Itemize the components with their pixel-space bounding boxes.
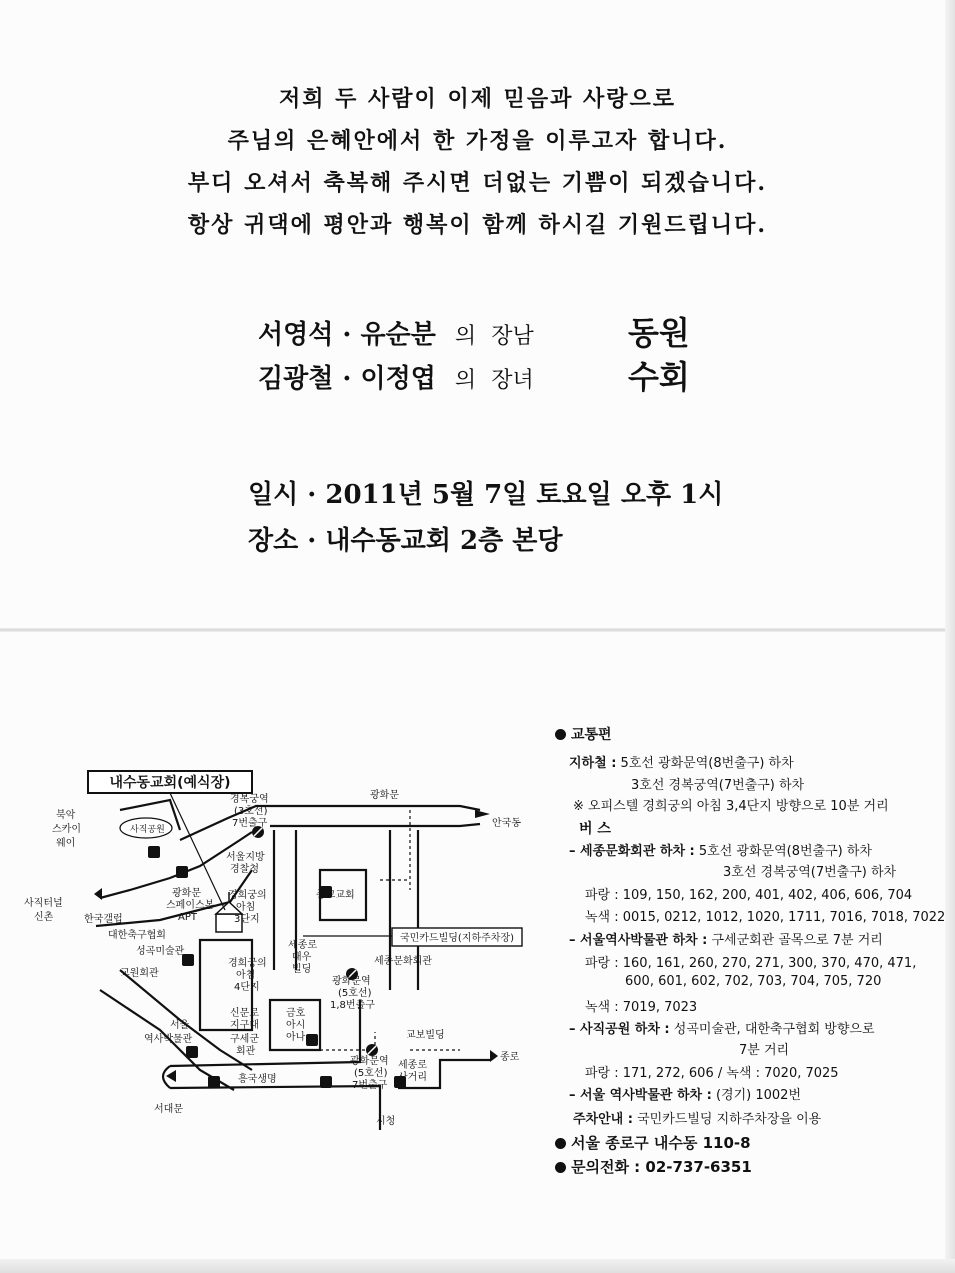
- sajik-line-2: 7분 거리: [739, 1043, 790, 1058]
- arrow-east-icon: [475, 810, 490, 818]
- map-label-football: 대한축구협회: [108, 930, 166, 941]
- transport-heading: [555, 724, 612, 744]
- map-label-police: 경찰청: [230, 864, 259, 875]
- map-label-gyeongbok: 경복궁역: [230, 794, 269, 805]
- sajik-title: – 사직공원 하차 :: [569, 1022, 670, 1037]
- bus-stop-icon: [208, 1076, 220, 1088]
- map-drawing: [20, 770, 530, 1130]
- subway-row: [569, 752, 794, 771]
- bride-line: [258, 358, 690, 396]
- subway-line-1: 5호선 광화문역(8번출구) 하차: [620, 756, 794, 771]
- museum-blue-buses-1: 파랑 : 160, 161, 260, 270, 271, 300, 370, 470, 471,: [585, 956, 917, 971]
- subway-icon: [366, 1044, 378, 1056]
- map-label-bukak: 웨이: [56, 838, 76, 849]
- map-label-hee4: 경희궁의: [228, 958, 267, 969]
- phone-row: [555, 1156, 752, 1177]
- parking-text: 국민카드빌딩 지하주차장을 이용: [637, 1112, 822, 1127]
- bus-stop-icon: [176, 866, 188, 878]
- map-label-space: APT: [178, 912, 197, 923]
- map-label-sejong-inter: 세종로: [398, 1060, 427, 1071]
- map-label-gwanghwamun: 광화문: [370, 790, 399, 801]
- address-text: 서울 종로구 내수동 110-8: [571, 1134, 751, 1152]
- map-label-anguk: 안국동: [492, 818, 521, 829]
- subway-line-2: 3호선 경복궁역(7번출구) 하차: [631, 778, 805, 793]
- map-label-hee3: 3단지: [234, 914, 260, 925]
- map-label-hee4: 아침: [236, 970, 256, 981]
- card-edge-bottom: [0, 1259, 955, 1273]
- map-label-kyobo: 교보빌딩: [406, 1030, 445, 1041]
- map-label-kumho: 아시: [286, 1020, 306, 1031]
- bus-label: 버 스: [579, 821, 611, 837]
- subway-label: 지하철 :: [569, 756, 617, 771]
- map-label-shinmun: 지구대: [230, 1020, 259, 1031]
- museum2-row: [569, 1084, 801, 1103]
- sejong-row: [569, 840, 872, 859]
- map-label-gwh5: 1,8번출구: [330, 1000, 375, 1011]
- bus-stop-icon: [320, 1076, 332, 1088]
- map-label-hee4: 4단지: [234, 982, 260, 993]
- map-label-space: 스페이스본: [166, 900, 215, 911]
- map-label-gwh5: 광화문역: [332, 976, 371, 987]
- message-line: 주님의 은혜안에서 한 가정을 이루고자 합니다.: [227, 128, 728, 154]
- groom-relation: 장남: [491, 324, 534, 349]
- museum2-bus: (경기) 1002번: [715, 1088, 802, 1103]
- bride-name: 수회: [628, 358, 690, 396]
- sejong-line-1: 5호선 광화문역(8번출구) 하차: [698, 844, 872, 859]
- map-label-kookmin: 국민카드빌딩(지하주차장): [399, 933, 515, 944]
- bride-parents: 김광철 · 이정엽: [258, 364, 436, 394]
- map-label-jonggyo: 종교교회: [316, 890, 355, 901]
- groom-parents: 서영석 · 유순분: [258, 320, 436, 350]
- map-label-space: 광화문: [172, 888, 201, 899]
- map-label-gusegun: 회관: [236, 1046, 256, 1057]
- sajik-row: [569, 1018, 875, 1037]
- map-label-shinmun: 신문로: [230, 1008, 259, 1019]
- map-label-sajik-park: 사직공원: [130, 825, 165, 835]
- bullet-icon: [555, 729, 566, 740]
- sejong-blue-buses: 파랑 : 109, 150, 162, 200, 401, 402, 406, 606, 704: [585, 888, 913, 903]
- map-label-museum: 서울: [170, 1020, 190, 1031]
- event-datetime: 일시 · 2011년 5월 7일 토요일 오후 1시: [248, 480, 724, 510]
- map-label-gusegun: 구세군: [230, 1034, 259, 1045]
- map-label-sejong-inter: 사거리: [398, 1072, 427, 1083]
- museum2-title: – 서울 역사박물관 하차 :: [569, 1088, 712, 1103]
- map-label-police: 서울지방: [226, 852, 265, 863]
- arrow-east-icon: [490, 1050, 498, 1062]
- parking-label: 주차안내 :: [573, 1112, 633, 1127]
- map-label-hee3: 아침: [236, 902, 256, 913]
- invitation-message: [0, 78, 955, 246]
- road-outline: [170, 1000, 380, 1130]
- map-label-gallery: 한국갤럽: [84, 914, 123, 925]
- road-outline: [270, 824, 480, 826]
- map-label-bukak: 북악: [56, 810, 76, 821]
- map-label-seonggok: 성곡미술관: [136, 946, 185, 957]
- bus-stop-icon: [148, 846, 160, 858]
- map-label-gwh5b: 7번출구: [352, 1080, 388, 1091]
- sejong-title: – 세종문화회관 하차 :: [569, 844, 695, 859]
- subway-note: ※ 오피스텔 경희궁의 아침 3,4단지 방향으로 10분 거리: [573, 799, 889, 814]
- map-label-gwh5b: (5호선): [354, 1068, 388, 1079]
- map-label-heungkuk: 흥국생명: [238, 1074, 277, 1085]
- map-label-seodaemun: 서대문: [154, 1104, 183, 1115]
- message-line: 항상 귀댁에 평안과 행복이 함께 하시길 기원드립니다.: [187, 212, 768, 238]
- message-line: 저희 두 사람이 이제 믿음과 사랑으로: [278, 86, 677, 112]
- address-row: [555, 1132, 751, 1153]
- museum-green-buses: 녹색 : 7019, 7023: [585, 1000, 698, 1015]
- groom-name: 동원: [628, 314, 690, 352]
- map-label-jongno: 종로: [500, 1052, 520, 1063]
- sejong-line-2: 3호선 경복궁역(7번출구) 하차: [723, 865, 897, 880]
- bus-stop-icon: [186, 1046, 198, 1058]
- map-label-kumho: 아나: [286, 1032, 306, 1043]
- map-label-sajik-tunnel: 신촌: [34, 912, 54, 923]
- location-map: [20, 770, 530, 1130]
- sejong-green-buses: 녹색 : 0015, 0212, 1012, 1020, 1711, 7016, 7018, 7022: [585, 910, 946, 925]
- message-line: 부디 오셔서 축복해 주시면 더없는 기쁨이 되겠습니다.: [187, 170, 768, 196]
- map-label-sicheong: 시청: [376, 1116, 396, 1127]
- bullet-icon: [555, 1162, 566, 1173]
- road-outline: [180, 806, 480, 840]
- map-label-sejong-daewoo: 빌딩: [292, 964, 312, 975]
- map-label-sejong-daewoo: 대우: [292, 952, 312, 963]
- map-label-gwh5: (5호선): [338, 988, 372, 999]
- groom-line: [258, 314, 690, 352]
- sajik-buses: 파랑 : 171, 272, 606 / 녹색 : 7020, 7025: [585, 1066, 839, 1081]
- map-label-museum: 역사박물관: [144, 1034, 193, 1045]
- bus-stop-icon: [306, 1034, 318, 1046]
- museum-row: [569, 929, 883, 948]
- museum-blue-buses-2: 600, 601, 602, 702, 703, 704, 705, 720: [625, 974, 882, 989]
- parking-row: [573, 1108, 821, 1127]
- groom-of: 의: [454, 324, 477, 349]
- museum-note: 구세군회관 골목으로 7분 거리: [711, 933, 883, 948]
- map-label-gwh5b: 광화문역: [350, 1056, 389, 1067]
- map-label-sajik-tunnel: 사직터널: [24, 898, 63, 909]
- map-label-venue: 내수동교회(예식장): [109, 775, 231, 791]
- bride-of: 의: [454, 368, 477, 393]
- map-label-gyeongbok: 7번출구: [232, 818, 268, 829]
- transport-title: 교통편: [571, 727, 612, 743]
- map-label-gyeongbok: (3호선): [234, 806, 268, 817]
- card-fold-line: [0, 628, 945, 632]
- bride-relation: 장녀: [491, 368, 534, 393]
- sajik-line-1: 성곡미술관, 대한축구협회 방향으로: [673, 1022, 875, 1037]
- map-label-gyowon: 교원회관: [120, 968, 159, 979]
- phone-text: 문의전화 : 02-737-6351: [571, 1158, 752, 1176]
- map-label-sejong-daewoo: 세종로: [288, 940, 317, 951]
- museum-title: – 서울역사박물관 하차 :: [569, 933, 708, 948]
- arrow-west-icon: [166, 1070, 176, 1082]
- map-label-kumho: 금호: [286, 1008, 306, 1019]
- map-label-hee3: 경희궁의: [228, 890, 267, 901]
- event-venue: 장소 · 내수동교회 2층 본당: [248, 526, 563, 556]
- map-label-bukak: 스카이: [52, 824, 81, 835]
- arrow-west-icon: [94, 888, 102, 900]
- route-dashed: [380, 810, 410, 890]
- map-label-sejong-center: 세종문화회관: [374, 956, 432, 967]
- bullet-icon: [555, 1138, 566, 1149]
